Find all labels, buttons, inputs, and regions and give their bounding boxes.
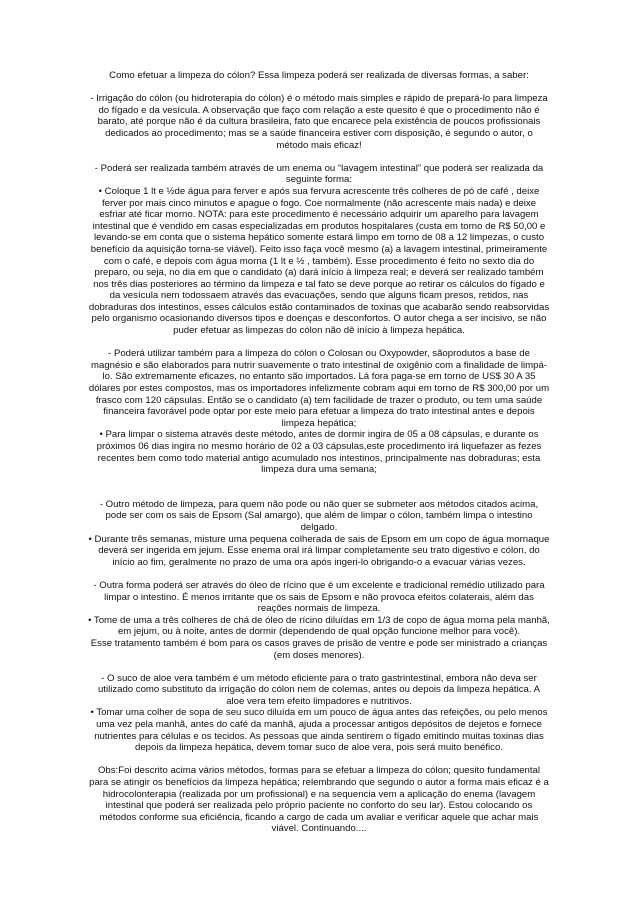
colosan-instructions-paragraph: • Para limpar o sistema através deste método, antes de dormir ingira de 05 a 08 cápsulas, e durante os próximos 06 dias ingira no mesmo horário de 02 a 03 cápsulas,este procedimento irá liquefazer as fezes recentes bem como todo material antigo acumulado nos intestinos, principalmente nas dobraduras; esta limpeza dura uma semana;: [96, 429, 542, 476]
intro-paragraph: Como efetuar a limpeza do cólon? Essa limpeza poderá ser realizada de diversas formas, a saber:: [109, 70, 529, 81]
castor-oil-note-paragraph: Esse tratamento também é bom para os casos graves de prisão de ventre e pode ser ministrado a crianças (em doses menores).: [90, 637, 548, 661]
epsom-salt-paragraph: - Outro método de limpeza, para quem não pode ou não quer se submeter aos métodos citados acima, pode ser com os sais de Epsom (Sal amargo), que além de limpar o cólon, também limpa o intestino delgado.: [99, 498, 539, 533]
castor-oil-paragraph: - Outra forma poderá ser através do óleo de rícino que é um excelente e tradicional remédio utilizado para limpar o intestino. É menos irritante que os sais de Epsom e não provoca efeitos colaterais, além das reações normais de limpeza.: [93, 579, 545, 615]
enema-instructions-paragraph: • Coloque 1 lt e ½de água para ferver e após sua fervura acrescente três colheres de pó de café , deixe ferver por mais cinco minutos e apague o fogo. Coe normalmente (não acrescente mais nada) e deixe esfriar até ficar morno. NOTA: para este procedimento é necessário adquirir um aparelho para lavagem intestinal que é vendido em casas especializadas em produtos hospitalares (custa em torno de R$ 50,00 e levando-se em conta que o sistema hepático somente estará limpo em torno de 08 a 12 limpezas, o custo benefício da aquisição torna-se viável). Feito isso faça você mesmo (a) a lavagem intestinal, primeiramente com o café, e depois com água morna (1 lt e ½ , também). Esse procedimento é feito no sexto dia do preparo, ou seja, no dia em que o candidato (a) dará início à limpeza real; e deverá ser realizado também nos três dias posteriores ao término da limpeza e tal fato se deve porque ao retirar os cálculos do fígado e da vesícula nem todossaem através das evacuações, sendo que alguns ficam presos, retidos, nas dobraduras dos intestinos, esses cálculos estão contaminados de toxinas que acabarão sendo reabsorvidas pelo organismo ocasionando diversos tipos e doenças e desconfortos. O autor chega a ser incisivo, se não puder efetuar as limpezas do cólon não dê início à limpeza hepática.: [88, 185, 550, 337]
spacer: [88, 661, 550, 673]
spacer: [88, 337, 550, 349]
spacer: [88, 151, 550, 163]
observation-paragraph: Obs:Foi descrito acima vários métodos, formas para se efetuar a limpeza do cólon; quesito fundamental para se atingir os benefícios da limpeza hepática; relembrando que segundo o autor a forma mais eficaz é a hidrocolonterapia (realizada por um profissional) e na sequencia vem a aplicação do enema (lavagem intestinal que poderá ser realizada pelo próprio paciente no conforto do seu lar). Estou colocando os métodos conforme sua eficiência, ficando a cargo de cada um avaliar e verificar aquele que achar mais viável. Continuando....: [89, 765, 549, 835]
spacer: [88, 568, 550, 580]
aloe-vera-instructions-paragraph: • Tomar uma colher de sopa de seu suco diluída em um pouco de água antes das refeições, ou pelo menos uma vez pela manhã, antes do café da manhã, ajuda a processar antigos depósitos de dejetos e fornece nutrientes para células e os tecidos. As pessoas que ainda sentirem o fígado emitindo muitas toxinas dias depois da limpeza hepática, devem tomar suco de aloe vera, pois será muito benéfico.: [90, 707, 548, 754]
epsom-salt-instructions-paragraph: • Durante três semanas, misture uma pequena colherada de sais de Epsom em um copo de água mornaque deverá ser ingerida em jejum. Esse enema oral irá limpar completamente seu trato digestivo e cólon, do início ao fim, geralmente no prazo de uma ora após ingeri-lo obrigando-o a evacuar várias vezes.: [88, 533, 550, 568]
castor-oil-instructions-paragraph: • Tome de uma a três colheres de chá de óleo de rícino diluídas em 1/3 de copo de água morna pela manhã, em jejum, ou à noite, antes de dormir (dependendo de qual opção funcione melhor para você).: [88, 614, 550, 638]
enema-paragraph: - Poderá ser realizada também através de um enema ou “lavagem intestinal” que poderá ser realizada da seguinte forma:: [94, 162, 544, 186]
spacer: [88, 754, 550, 766]
aloe-vera-paragraph: - O suco de aloe vera também é um método eficiente para o trato gastrintestinal, embora não deva ser utilizado como substituto da irrigação do cólon nem de colemas, antes ou depois da limpeza hepática. A aloe vera tem efeito limpadores e nutritivos.: [97, 672, 541, 707]
colosan-paragraph: - Poderá utilizar também para a limpeza do cólon o Colosan ou Oxypowder, sãoprodutos a base de magnésio e são elaborados para nutrir suavemente o trato intestinal de oxigênio com a finalidade de limpá-lo. São extremamente eficazes, no entanto são importados. Lá fora paga-se em torno de US$ 30 A 35 dólares por estes compostos, mas os importadores infelizmente cobram aqui em torno de R$ 300,00 por um frasco com 120 cápsulas. Então se o candidato (a) tem facilidade de trazer o produto, ou tem uma saúde financeira favorável pode optar por este meio para efetuar a limpeza do trato intestinal antes e depois limpeza hepática;: [88, 348, 550, 429]
colon-irrigation-paragraph: - Irrigação do cólon (ou hidroterapia do cólon) é o método mais simples e rápido de prepará-lo para limpeza do fígado e da vesícula. A observação que faço com relação a este quesito é que o procedimento não é barato, até porque não é da cultura brasileira, fato que encarece pela existência de poucos profissionais dedicados ao procedimento; mas se a saúde financeira estiver com disposição, é segundo o autor, o método mais eficaz!: [90, 93, 548, 151]
spacer: [88, 82, 550, 94]
spacer: [88, 476, 550, 499]
